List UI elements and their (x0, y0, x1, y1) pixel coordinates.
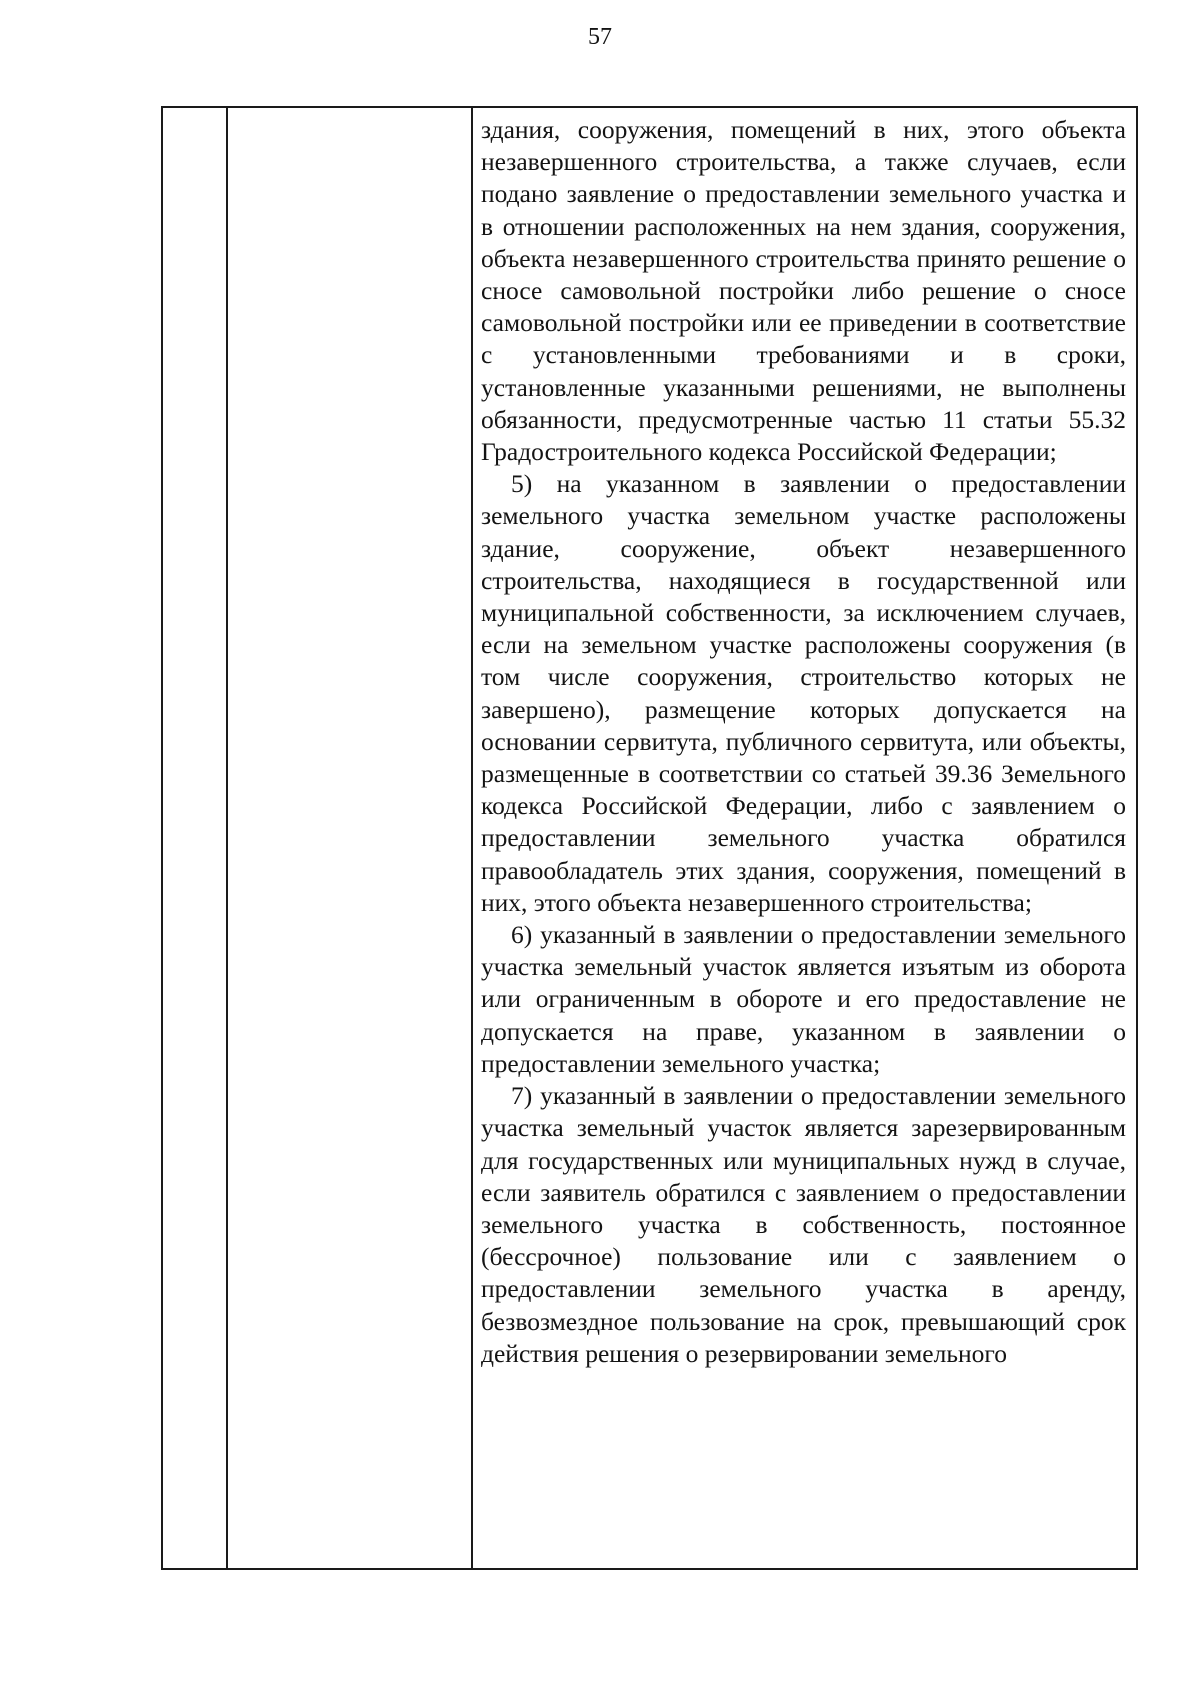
paragraph-item-7: 7) указанный в заявлении о предоставлении земельного участка земельный участок является зарезервированным для государственных или муниципальных нужд в случае, если заявитель обратился с заявлением о предоставлении земельного участка в собственность, постоянное (бессрочное) пользование или с заявлением о предоставлении земельного участка в аренду, безвозмездное пользование на срок, превышающий срок действия решения о резервировании земельного (481, 1081, 1126, 1368)
paragraph-item-6: 6) указанный в заявлении о предоставлении земельного участка земельный участок является изъятым из оборота или ограниченным в обороте и его предоставление не допускается на праве, указанном в заявлении о предоставлении земельного участка; (481, 920, 1126, 1078)
column-divider-1 (226, 108, 228, 1568)
document-table (161, 106, 1138, 1570)
paragraph-item-5: 5) на указанном в заявлении о предоставлении земельного участка земельном участке расположены здание, сооружение, объект незавершенного строительства, находящиеся в государственной или муниципальной собственности, за исключением случаев, если на земельном участке расположены сооружения (в том числе сооружения, строительство которых не завершено), размещение которых допускается на основании сервитута, публичного сервитута, или объекты, размещенные в соответствии со статьей 39.36 Земельного кодекса Российской Федерации, либо с заявлением о предоставлении земельного участка обратился правообладатель этих здания, сооружения, помещений в них, этого объекта незавершенного строительства; (481, 469, 1126, 917)
table-cell-text (481, 114, 1126, 1370)
page-number: 57 (588, 24, 612, 50)
paragraph-continuation: здания, сооружения, помещений в них, этого объекта незавершенного строительства, а также случаев, если подано заявление о предоставлении земельного участка и в отношении расположенных на нем здания, сооружения, объекта незавершенного строительства принято решение о сносе самовольной постройки либо решение о сносе самовольной постройки или ее приведении в соответствие с установленными требованиями и в сроки, установленные указанными решениями, не выполнены обязанности, предусмотренные частью 11 статьи 55.32 Градостроительного кодекса Российской Федерации; (481, 115, 1126, 467)
column-divider-2 (471, 108, 473, 1568)
